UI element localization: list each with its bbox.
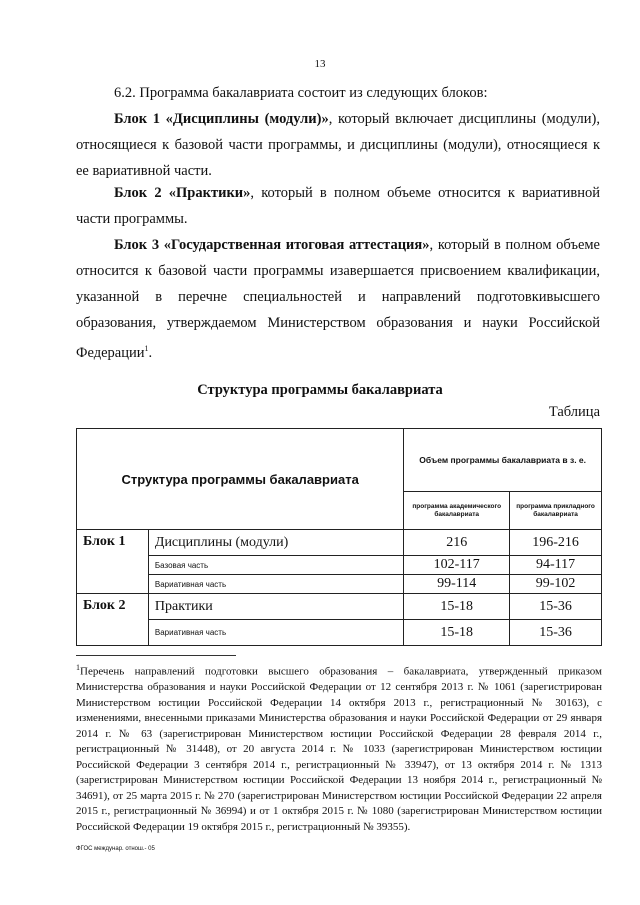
academic-value: 102-117 [404, 556, 510, 575]
applied-value: 196-216 [510, 530, 602, 556]
table-title: Структура программы бакалавриата [197, 382, 443, 398]
block2-body: , который в полном объеме относится к вариативной части программы. [76, 185, 600, 227]
block2-paragraph [76, 180, 600, 232]
applied-value: 94-117 [510, 556, 602, 575]
applied-value: 15-36 [510, 620, 602, 646]
block3-lead: Блок 3 «Государственная итоговая аттестация» [114, 237, 430, 253]
table-row [77, 556, 602, 575]
row-name: Базовая часть [148, 556, 403, 575]
block-label: Блок 1 [77, 530, 149, 594]
document-footer: ФГОС междунар. отнош.- 05 [76, 846, 155, 852]
intro-paragraph: 6.2. Программа бакалавриата состоит из следующих блоков: [114, 85, 488, 101]
block3-text [76, 232, 600, 366]
header-applied: программа прикладного бакалавриата [510, 492, 602, 530]
footnote-text: Перечень направлений подготовки высшего образования – бакалавриата, утвержденный приказом Министерства образования и науки Российской Федерации от 12 сентября 2013 г. № 1061 (зарегистрирован Министерством юстиции Российской Федерации 14 октября 2013 г., регистрационный № 30163), с изменениями, внесенными приказами Министерства образования и науки Российской Федерации от 29 января 2014 г. № 63 (зарегистрирован Министерством юстиции Российской Федерации 28 февраля 2014 г., регистрационный № 31448), от 20 августа 2014 г. № 1033 (зарегистрирован Министерством юстиции Российской Федерации 3 сентября 2014 г., регистрационный № 33947), от 13 октября 2014 г. № 1313 (зарегистрирован Министерством юстиции Российской Федерации 13 ноября 2014 г., регистрационный № 34691), от 25 марта 2015 г. № 270 (зарегистрирован Министерством юстиции Российской Федерации 22 апреля 2015 г., регистрационный № 36994) и от 1 октября 2015 г. № 1080 (зарегистрирован Министерством юстиции Российской Федерации 19 октября 2015 г., регистрационный № 39355). [76, 665, 602, 833]
block1-paragraph [76, 106, 600, 184]
table-row [77, 530, 602, 556]
table-row [77, 620, 602, 646]
block1-lead: Блок 1 «Дисциплины (модули)» [114, 111, 329, 127]
footnote-reference[interactable]: 1 [144, 344, 149, 353]
block3-end: . [148, 344, 153, 361]
footnote [76, 660, 602, 835]
table-caption: Таблица [548, 404, 600, 420]
applied-value: 15-36 [510, 594, 602, 620]
row-name: Дисциплины (модули) [148, 530, 403, 556]
page-number: 13 [314, 58, 326, 70]
footnote-divider [76, 655, 236, 656]
footnote-mark: 1 [76, 663, 80, 672]
academic-value: 15-18 [404, 594, 510, 620]
applied-value: 99-102 [510, 575, 602, 594]
block2-lead: Блок 2 «Практики» [114, 185, 251, 201]
row-name: Вариативная часть [148, 620, 403, 646]
row-name: Практики [148, 594, 403, 620]
row-name: Вариативная часть [148, 575, 403, 594]
block3-paragraph [76, 232, 600, 366]
block-label: Блок 2 [77, 594, 149, 646]
block1-text [76, 106, 600, 184]
block2-text [76, 180, 600, 232]
header-volume: Объем программы бакалавриата в з. е. [404, 429, 602, 492]
academic-value: 99-114 [404, 575, 510, 594]
academic-value: 15-18 [404, 620, 510, 646]
block3-body: , который в полном объеме относится к базовой части программы изавершается присвоением квалификации, указанной в перечне специальностей и направлений подготовкивысшего образования, утверждаемом Министерством образования и науки Российской Федерации [76, 237, 600, 361]
table-row [77, 575, 602, 594]
header-academic: программа академического бакалавриата [404, 492, 510, 530]
table-row [77, 594, 602, 620]
structure-table [76, 428, 602, 646]
block1-body: , который включает дисциплины (модули), относящиеся к базовой части программы, и дисциплины (модули), относящиеся к ее вариативной части. [76, 111, 600, 179]
academic-value: 216 [404, 530, 510, 556]
header-structure: Структура программы бакалавриата [77, 429, 404, 530]
